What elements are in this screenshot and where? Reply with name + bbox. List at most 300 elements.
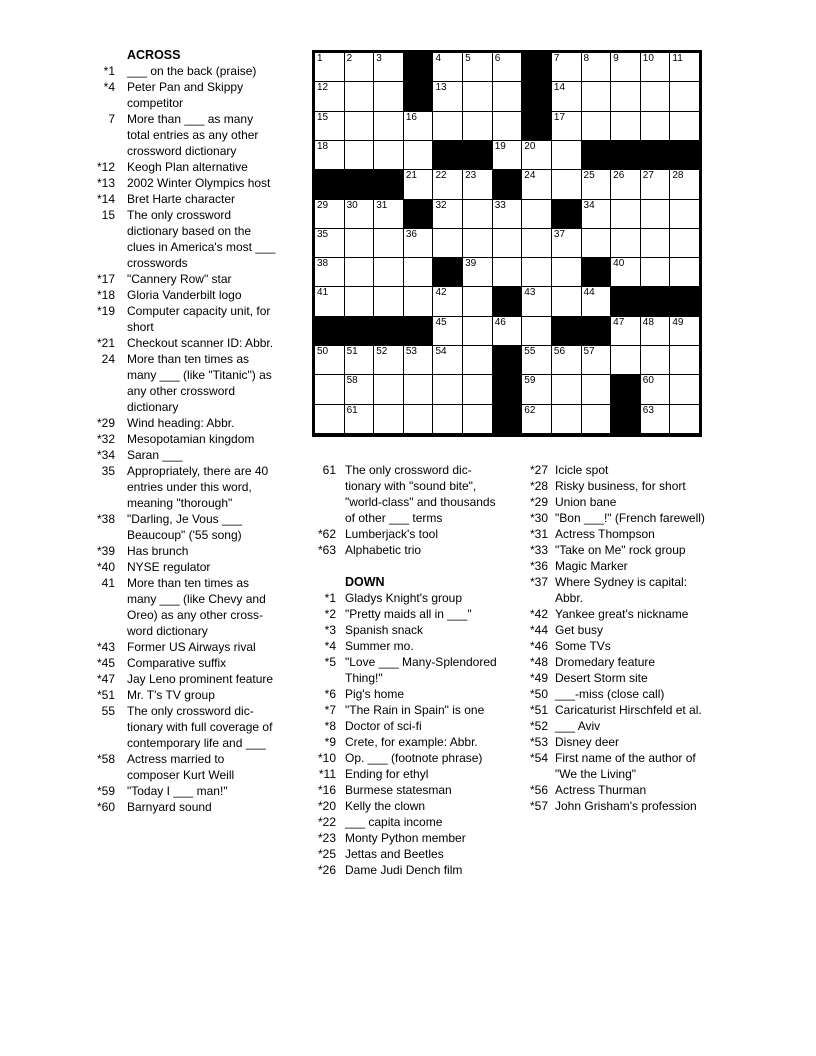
grid-cell[interactable]	[315, 375, 344, 403]
grid-cell[interactable]	[611, 82, 640, 110]
across-clue-45	[85, 655, 285, 671]
cell-number: 2	[346, 53, 353, 64]
clue-text: Saran ___	[127, 448, 183, 462]
grid-cell[interactable]	[641, 170, 670, 198]
grid-cell[interactable]	[315, 141, 344, 169]
across-clue-32	[85, 431, 285, 447]
grid-cell[interactable]	[611, 317, 640, 345]
down-clue-10	[305, 750, 505, 766]
grid-cell[interactable]	[552, 258, 581, 286]
clue-number: *20	[317, 799, 336, 813]
clue-number: *39	[96, 544, 115, 558]
grid-cell[interactable]	[641, 405, 670, 433]
grid-cell[interactable]	[315, 82, 344, 110]
clue-text: ___ on the back (praise)	[127, 64, 257, 78]
cell-number: 56	[553, 346, 566, 358]
grid-cell[interactable]	[463, 112, 492, 140]
across-clue-list	[85, 63, 285, 815]
grid-cell[interactable]	[611, 170, 640, 198]
grid-cell[interactable]	[552, 287, 581, 315]
grid-cell[interactable]	[433, 82, 462, 110]
clue-number: *14	[96, 192, 115, 206]
cell-number: 1	[317, 53, 323, 64]
grid-cell[interactable]	[345, 82, 374, 110]
clue-number: *49	[529, 671, 548, 685]
clue-number: *4	[103, 80, 115, 94]
clue-number: *50	[529, 687, 548, 701]
grid-cell[interactable]	[345, 405, 374, 433]
cell-number: 22	[435, 170, 447, 182]
grid-cell[interactable]	[582, 112, 611, 140]
grid-cell[interactable]	[582, 53, 611, 81]
cell-number: 28	[672, 170, 684, 182]
grid-cell[interactable]	[641, 112, 670, 140]
across-clues-column	[85, 47, 285, 815]
grid-cell[interactable]	[315, 405, 344, 433]
grid-cell-black	[345, 317, 374, 345]
grid-cell[interactable]	[374, 346, 403, 374]
grid-cell[interactable]	[463, 405, 492, 433]
clue-number: *51	[96, 688, 115, 702]
grid-cell[interactable]	[670, 200, 699, 228]
grid-cell[interactable]	[641, 317, 670, 345]
down-clue-57	[518, 798, 713, 814]
cell-number: 42	[435, 287, 447, 299]
clue-number: *46	[529, 639, 548, 653]
cell-number: 14	[553, 82, 566, 94]
clue-text: More than ten times as many ___ (like "Titanic") as any other crossword dictionary	[127, 352, 272, 414]
clue-number: *8	[324, 719, 336, 733]
clue-number: *44	[529, 623, 548, 637]
cell-number: 13	[435, 82, 447, 94]
grid-cell[interactable]	[552, 53, 581, 81]
grid-cell[interactable]	[463, 229, 492, 257]
grid-cell-black	[374, 170, 403, 198]
grid-cell[interactable]	[522, 258, 551, 286]
clue-text: Mr. T's TV group	[127, 688, 215, 702]
grid-cell[interactable]	[404, 170, 433, 198]
grid-cell[interactable]	[670, 405, 699, 433]
grid-cell[interactable]	[493, 112, 522, 140]
grid-cell-black	[404, 317, 433, 345]
grid-cell[interactable]	[404, 258, 433, 286]
grid-cell[interactable]	[463, 82, 492, 110]
down-clue-20	[305, 798, 505, 814]
grid-cell[interactable]	[345, 229, 374, 257]
down-clue-22	[305, 814, 505, 830]
grid-cell[interactable]	[463, 287, 492, 315]
across-clue-61	[305, 462, 505, 526]
grid-cell-black	[345, 170, 374, 198]
across-clue-1	[85, 63, 285, 79]
grid-cell[interactable]	[641, 258, 670, 286]
grid-cell[interactable]	[345, 112, 374, 140]
across-clue-17	[85, 271, 285, 287]
clue-text: Dame Judi Dench film	[345, 863, 463, 877]
grid-cell[interactable]	[315, 258, 344, 286]
grid-cell[interactable]	[404, 141, 433, 169]
grid-cell[interactable]	[433, 317, 462, 345]
grid-cell[interactable]	[345, 287, 374, 315]
grid-cell[interactable]	[522, 287, 551, 315]
grid-cell[interactable]	[345, 200, 374, 228]
grid-cell[interactable]	[374, 112, 403, 140]
down-clue-50	[518, 686, 713, 702]
grid-cell[interactable]	[552, 82, 581, 110]
cell-number: 38	[317, 258, 329, 270]
cell-number: 7	[553, 53, 560, 64]
clue-text: Icicle spot	[555, 463, 609, 477]
grid-cell[interactable]	[641, 375, 670, 403]
grid-cell[interactable]	[404, 346, 433, 374]
cell-number: 10	[642, 53, 654, 64]
grid-cell[interactable]	[670, 82, 699, 110]
grid-cell[interactable]	[611, 53, 640, 81]
clue-text: Jettas and Beetles	[345, 847, 444, 861]
cell-number: 39	[465, 258, 477, 270]
grid-cell[interactable]	[670, 112, 699, 140]
grid-cell[interactable]	[582, 375, 611, 403]
down-clue-16	[305, 782, 505, 798]
grid-cell[interactable]	[315, 112, 344, 140]
cell-number: 34	[583, 199, 595, 211]
grid-cell[interactable]	[315, 346, 344, 374]
grid-cell[interactable]	[315, 287, 344, 315]
clue-text: Wind heading: Abbr.	[127, 416, 235, 430]
across-clue-40	[85, 559, 285, 575]
clue-text: Doctor of sci-fi	[345, 719, 422, 733]
grid-cell[interactable]	[493, 200, 522, 228]
grid-cell-black	[433, 258, 462, 286]
across-clue-35	[85, 463, 285, 511]
grid-cell[interactable]	[670, 317, 699, 345]
down-clue-52	[518, 718, 713, 734]
clue-text: NYSE regulator	[127, 560, 211, 574]
grid-cell[interactable]	[374, 53, 403, 81]
clue-number: *58	[96, 752, 115, 766]
clue-text: Yankee great's nickname	[555, 607, 689, 621]
grid-cell[interactable]	[374, 375, 403, 403]
grid-cell[interactable]	[404, 375, 433, 403]
across-clue-39	[85, 543, 285, 559]
down-clue-56	[518, 782, 713, 798]
grid-cell[interactable]	[345, 375, 374, 403]
grid-cell[interactable]	[552, 375, 581, 403]
grid-cell[interactable]	[345, 141, 374, 169]
grid-cell[interactable]	[552, 405, 581, 433]
clue-text: Has brunch	[127, 544, 189, 558]
clue-text: The only crossword dictionary with full coverage of contemporary life and ___	[127, 704, 273, 750]
grid-cell[interactable]	[315, 53, 344, 81]
grid-cell[interactable]	[611, 112, 640, 140]
grid-cell[interactable]	[641, 229, 670, 257]
clue-number: *5	[324, 655, 336, 669]
clue-number: *48	[529, 655, 548, 669]
grid-cell[interactable]	[433, 112, 462, 140]
clue-text: "Cannery Row" star	[127, 272, 232, 286]
down-clue-4	[305, 638, 505, 654]
grid-cell[interactable]	[670, 258, 699, 286]
clue-number: *11	[318, 767, 336, 781]
clue-number: *13	[96, 176, 115, 190]
grid-cell-black	[315, 170, 344, 198]
down-clue-36	[518, 558, 713, 574]
clue-text: Keogh Plan alternative	[127, 160, 248, 174]
grid-cell[interactable]	[670, 375, 699, 403]
grid-cell[interactable]	[522, 200, 551, 228]
clue-number: *28	[529, 479, 548, 493]
clue-text: ___ capita income	[345, 815, 443, 829]
grid-cell[interactable]	[670, 229, 699, 257]
cell-number: 52	[376, 346, 388, 358]
crossword-grid	[312, 50, 702, 437]
grid-cell[interactable]	[522, 141, 551, 169]
grid-cell[interactable]	[463, 258, 492, 286]
across-clue-7	[85, 111, 285, 159]
grid-cell[interactable]	[552, 170, 581, 198]
grid-cell[interactable]	[582, 346, 611, 374]
down-clue-list-continued	[518, 462, 713, 814]
grid-cell[interactable]	[315, 200, 344, 228]
across-clue-4	[85, 79, 285, 111]
grid-cell[interactable]	[433, 405, 462, 433]
clue-number: *34	[96, 448, 115, 462]
grid-cell[interactable]	[463, 346, 492, 374]
grid-cell[interactable]	[582, 200, 611, 228]
clue-text: Monty Python member	[345, 831, 466, 845]
clue-number: *19	[96, 304, 115, 318]
across-clue-21	[85, 335, 285, 351]
grid-cell[interactable]	[493, 317, 522, 345]
grid-cell[interactable]	[522, 405, 551, 433]
grid-cell[interactable]	[463, 200, 492, 228]
clue-number: *38	[96, 512, 115, 526]
grid-cell[interactable]	[552, 346, 581, 374]
grid-cell[interactable]	[315, 229, 344, 257]
grid-cell[interactable]	[463, 375, 492, 403]
cell-number: 11	[672, 53, 683, 64]
grid-cell[interactable]	[374, 405, 403, 433]
clue-number: 41	[101, 576, 115, 590]
grid-cell[interactable]	[345, 53, 374, 81]
cell-number: 47	[613, 316, 625, 328]
cell-number: 40	[613, 258, 625, 270]
grid-cell[interactable]	[433, 346, 462, 374]
cell-number: 51	[346, 346, 358, 358]
cell-number: 58	[346, 375, 358, 387]
down-clue-23	[305, 830, 505, 846]
grid-cell[interactable]	[582, 405, 611, 433]
grid-cell[interactable]	[433, 287, 462, 315]
clue-text: Dromedary feature	[555, 655, 656, 669]
grid-cell[interactable]	[463, 53, 492, 81]
down-header: DOWN	[345, 575, 385, 589]
grid-cell[interactable]	[463, 170, 492, 198]
grid-cell[interactable]	[641, 82, 670, 110]
grid-cell[interactable]	[670, 346, 699, 374]
clue-text: Former US Airways rival	[127, 640, 256, 654]
clue-number: 24	[101, 352, 115, 366]
grid-cell[interactable]	[374, 82, 403, 110]
grid-cell[interactable]	[345, 346, 374, 374]
grid-cell[interactable]	[433, 53, 462, 81]
across-clue-38	[85, 511, 285, 543]
clue-text: Checkout scanner ID: Abbr.	[127, 336, 274, 350]
clue-text: "Take on Me" rock group	[555, 543, 686, 557]
clue-number: *26	[317, 863, 336, 877]
grid-cell[interactable]	[493, 229, 522, 257]
grid-cell[interactable]	[463, 317, 492, 345]
grid-cell[interactable]	[670, 53, 699, 81]
clue-text: Gladys Knight's group	[345, 591, 463, 605]
grid-cell-black	[582, 141, 611, 169]
across-clue-41	[85, 575, 285, 639]
grid-cell[interactable]	[582, 82, 611, 110]
across-clue-47	[85, 671, 285, 687]
cell-number: 5	[465, 53, 471, 64]
grid-cell[interactable]	[522, 346, 551, 374]
grid-cell[interactable]	[374, 229, 403, 257]
grid-cell[interactable]	[611, 258, 640, 286]
grid-cell[interactable]	[404, 112, 433, 140]
clue-text: Disney deer	[555, 735, 620, 749]
down-clue-5	[305, 654, 505, 686]
grid-cell[interactable]	[582, 170, 611, 198]
down-clue-44	[518, 622, 713, 638]
clue-number: 55	[101, 704, 115, 718]
cell-number: 59	[524, 375, 536, 387]
grid-cell[interactable]	[374, 287, 403, 315]
clue-text: Comparative suffix	[127, 656, 227, 670]
cell-number: 8	[583, 53, 590, 64]
clue-text: Summer mo.	[345, 639, 414, 653]
clue-text: Jay Leno prominent feature	[127, 672, 274, 686]
grid-cell[interactable]	[522, 375, 551, 403]
grid-cell-black	[463, 141, 492, 169]
cell-number: 31	[376, 199, 388, 211]
cell-number: 49	[672, 316, 684, 328]
grid-cell[interactable]	[374, 200, 403, 228]
down-clue-26	[305, 862, 505, 878]
clue-text: The only crossword dictionary based on the clues in America's most ___ crosswords	[127, 208, 276, 270]
grid-cell-black	[404, 82, 433, 110]
down-clue-28	[518, 478, 713, 494]
cell-number: 60	[642, 375, 654, 387]
grid-cell[interactable]	[670, 170, 699, 198]
clue-number: *25	[317, 847, 336, 861]
grid-cell[interactable]	[493, 141, 522, 169]
grid-cell-black	[522, 82, 551, 110]
grid-cell[interactable]	[611, 200, 640, 228]
grid-cell-black	[522, 112, 551, 140]
cell-number: 41	[317, 287, 329, 299]
grid-cell[interactable]	[493, 258, 522, 286]
clue-number: *57	[529, 799, 548, 813]
across-clue-60	[85, 799, 285, 815]
cell-number: 21	[405, 170, 417, 182]
down-clue-27	[518, 462, 713, 478]
grid-cell[interactable]	[522, 317, 551, 345]
cell-number: 63	[642, 404, 654, 416]
across-header: ACROSS	[127, 48, 181, 62]
clue-number: *29	[96, 416, 115, 430]
grid-cell[interactable]	[404, 229, 433, 257]
grid-cell[interactable]	[433, 375, 462, 403]
grid-cell[interactable]	[433, 229, 462, 257]
grid-cell[interactable]	[552, 141, 581, 169]
grid-cell[interactable]	[374, 258, 403, 286]
down-clue-7	[305, 702, 505, 718]
grid-cell[interactable]	[611, 346, 640, 374]
down-clues-column-continued	[518, 462, 713, 814]
grid-cell[interactable]	[404, 405, 433, 433]
down-clue-25	[305, 846, 505, 862]
clue-text: Union bane	[555, 495, 617, 509]
down-clue-51	[518, 702, 713, 718]
grid-cell[interactable]	[641, 200, 670, 228]
clue-number: *2	[324, 607, 336, 621]
clue-text: Mesopotamian kingdom	[127, 432, 255, 446]
cell-number: 44	[583, 287, 595, 299]
cell-number: 54	[435, 346, 447, 358]
clue-number: 35	[101, 464, 115, 478]
grid-cell[interactable]	[611, 229, 640, 257]
grid-cell[interactable]	[493, 82, 522, 110]
clue-text: "Darling, Je Vous ___ Beaucoup" ('55 song)	[127, 512, 242, 542]
cell-number: 32	[435, 199, 447, 211]
down-clue-11	[305, 766, 505, 782]
grid-cell[interactable]	[522, 170, 551, 198]
grid-cell[interactable]	[522, 229, 551, 257]
clue-number: *9	[324, 735, 336, 749]
grid-cell[interactable]	[641, 346, 670, 374]
grid-cell-black	[493, 405, 522, 433]
grid-cell[interactable]	[552, 229, 581, 257]
grid-cell[interactable]	[433, 170, 462, 198]
grid-cell[interactable]	[582, 229, 611, 257]
grid-cell-black	[582, 258, 611, 286]
across-clue-12	[85, 159, 285, 175]
clue-number: *30	[529, 511, 548, 525]
grid-cell[interactable]	[374, 141, 403, 169]
cell-number: 25	[583, 170, 595, 182]
down-clue-37	[518, 574, 713, 606]
clue-number: *7	[324, 703, 336, 717]
grid-cell[interactable]	[345, 258, 374, 286]
grid-cell[interactable]	[493, 53, 522, 81]
clue-number: *47	[96, 672, 115, 686]
grid-cell[interactable]	[433, 200, 462, 228]
clue-text: The only crossword dictionary with "sound bite", "world-class" and thousands of other ___ terms	[345, 463, 496, 525]
grid-cell-black	[611, 141, 640, 169]
grid-cell[interactable]	[582, 287, 611, 315]
down-clue-9	[305, 734, 505, 750]
grid-cell-black	[493, 287, 522, 315]
down-clue-30	[518, 510, 713, 526]
clue-text: Computer capacity unit, for short	[127, 304, 271, 334]
clue-text: Alphabetic trio	[345, 543, 422, 557]
grid-cell[interactable]	[552, 112, 581, 140]
grid-cell[interactable]	[404, 287, 433, 315]
clue-text: Actress Thompson	[555, 527, 655, 541]
across-clue-55	[85, 703, 285, 751]
clue-number: *43	[96, 640, 115, 654]
middle-clues-column	[305, 462, 505, 878]
grid-cell[interactable]	[641, 53, 670, 81]
down-clue-54	[518, 750, 713, 782]
clue-number: *40	[96, 560, 115, 574]
clue-text: Lumberjack's tool	[345, 527, 438, 541]
